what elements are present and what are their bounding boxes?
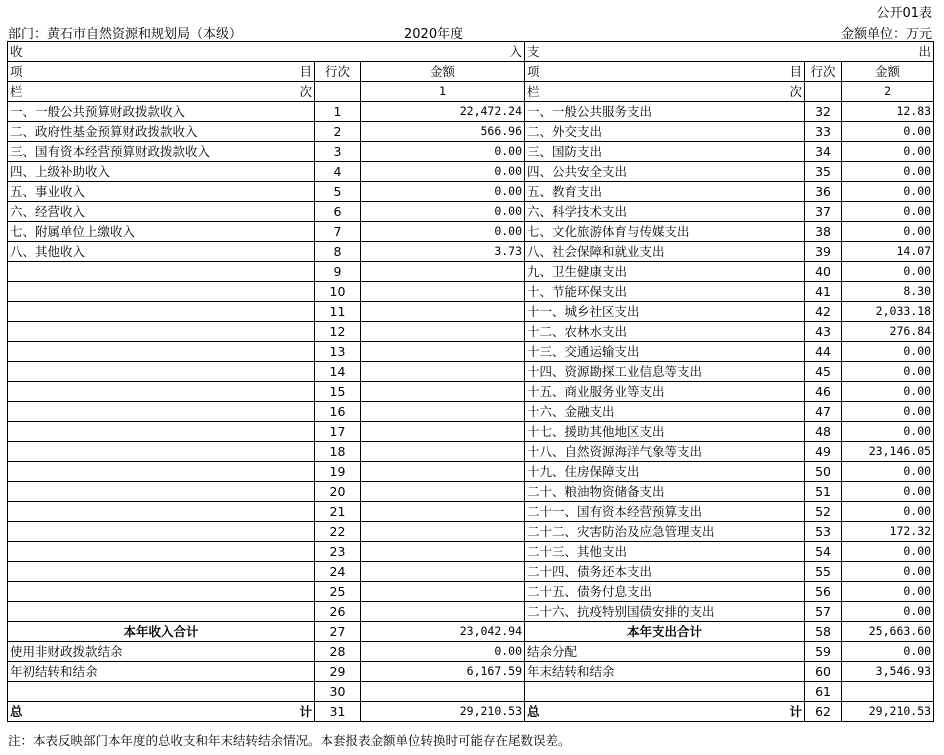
expense-item-name: 十二、农林水支出 (525, 322, 805, 342)
expense-line-number: 44 (805, 342, 842, 362)
income-line-number: 11 (315, 302, 361, 322)
income-amount: 6,167.59 (361, 662, 525, 682)
table-row (8, 682, 934, 702)
income-amount (361, 262, 525, 282)
expense-item-name: 十一、城乡社区支出 (525, 302, 805, 322)
expense-line-number: 59 (805, 642, 842, 662)
expense-amount: 23,146.05 (842, 442, 934, 462)
income-line-number: 22 (315, 522, 361, 542)
income-item-header (8, 62, 315, 82)
expense-item-name: 八、社会保障和就业支出 (525, 242, 805, 262)
table-row (8, 142, 934, 162)
income-item-name (8, 602, 315, 622)
expense-label-left: 支 (527, 44, 540, 59)
income-line-number: 17 (315, 422, 361, 442)
income-line-number: 30 (315, 682, 361, 702)
income-section-header (8, 42, 525, 62)
item-label-right: 目 (789, 64, 803, 79)
income-line-number: 12 (315, 322, 361, 342)
table-row (8, 282, 934, 302)
income-line-number: 13 (315, 342, 361, 362)
table-row (8, 502, 934, 522)
expense-item-name: 十九、住房保障支出 (525, 462, 805, 482)
table-row (8, 182, 934, 202)
expense-item-name: 年末结转和结余 (525, 662, 805, 682)
expense-amount: 2,033.18 (842, 302, 934, 322)
expense-col-label (525, 82, 805, 102)
expense-amount: 0.00 (842, 222, 934, 242)
amount-unit: 金额单位：万元 (840, 27, 932, 42)
table-row (8, 382, 934, 402)
header-row-columns (8, 62, 934, 82)
income-item-name: 本年收入合计 (8, 622, 315, 642)
table-row (8, 362, 934, 382)
income-amount: 566.96 (361, 122, 525, 142)
expense-amount: 14.07 (842, 242, 934, 262)
income-line-number: 29 (315, 662, 361, 682)
expense-amount: 25,663.60 (842, 622, 934, 642)
table-row (8, 342, 934, 362)
expense-line-number: 47 (805, 402, 842, 422)
expense-item-name: 四、公共安全支出 (525, 162, 805, 182)
table-row (8, 202, 934, 222)
table-row (8, 462, 934, 482)
income-amount (361, 362, 525, 382)
expense-item-name: 一、一般公共服务支出 (525, 102, 805, 122)
income-amount (361, 602, 525, 622)
footnote: 注：本表反映部门本年度的总收支和年末结转结余情况。本套报表金额单位转换时可能存在尾数误差。 (8, 733, 571, 748)
table-row (8, 642, 934, 662)
expense-item-name: 二、外交支出 (525, 122, 805, 142)
income-item-name (8, 342, 315, 362)
expense-item-name: 九、卫生健康支出 (525, 262, 805, 282)
expense-line-header: 行次 (805, 62, 842, 82)
income-item-name (8, 402, 315, 422)
income-line-number: 4 (315, 162, 361, 182)
expense-item-header (525, 62, 805, 82)
table-row (8, 542, 934, 562)
income-item-name: 三、国有资本经营预算财政拨款收入 (8, 142, 315, 162)
income-item-name: 年初结转和结余 (8, 662, 315, 682)
expense-line-number: 41 (805, 282, 842, 302)
expense-amount: 0.00 (842, 462, 934, 482)
income-label-right: 入 (509, 44, 523, 59)
income-item-name (8, 362, 315, 382)
total-label-right: 计 (789, 704, 803, 719)
income-line-number: 24 (315, 562, 361, 582)
expense-line-number: 32 (805, 102, 842, 122)
income-amount: 0.00 (361, 182, 525, 202)
income-line-number: 7 (315, 222, 361, 242)
income-amount: 23,042.94 (361, 622, 525, 642)
expense-amount: 0.00 (842, 342, 934, 362)
expense-col-index: 2 (842, 82, 934, 102)
table-row (8, 242, 934, 262)
expense-amount: 0.00 (842, 402, 934, 422)
expense-item-name: 十四、资源勘探工业信息等支出 (525, 362, 805, 382)
expense-amount: 0.00 (842, 502, 934, 522)
expense-amount-header: 金额 (842, 62, 934, 82)
expense-line-number: 48 (805, 422, 842, 442)
expense-line-number: 55 (805, 562, 842, 582)
income-item-name: 六、经营收入 (8, 202, 315, 222)
expense-line-number: 35 (805, 162, 842, 182)
table-row (8, 442, 934, 462)
income-item-name: 八、其他收入 (8, 242, 315, 262)
expense-line-number: 60 (805, 662, 842, 682)
income-line-number: 1 (315, 102, 361, 122)
income-line-number: 19 (315, 462, 361, 482)
income-line-number: 21 (315, 502, 361, 522)
income-amount (361, 522, 525, 542)
income-item-name (8, 582, 315, 602)
expense-item-name: 十七、援助其他地区支出 (525, 422, 805, 442)
income-item-name (8, 482, 315, 502)
income-col-label (8, 82, 315, 102)
income-amount-header: 金额 (361, 62, 525, 82)
expense-col-blank (805, 82, 842, 102)
income-line-number: 28 (315, 642, 361, 662)
expense-amount: 0.00 (842, 362, 934, 382)
expense-item-name (525, 682, 805, 702)
income-amount (361, 342, 525, 362)
expense-line-number: 33 (805, 122, 842, 142)
income-item-name (8, 382, 315, 402)
income-line-number: 10 (315, 282, 361, 302)
table-row (8, 222, 934, 242)
income-item-name (8, 502, 315, 522)
table-row (8, 662, 934, 682)
table-row (8, 622, 934, 642)
expense-total-line: 62 (805, 702, 842, 722)
table-row (8, 262, 934, 282)
income-col-index: 1 (361, 82, 525, 102)
income-item-name (8, 442, 315, 462)
income-item-name: 四、上级补助收入 (8, 162, 315, 182)
expense-item-name: 二十四、债务还本支出 (525, 562, 805, 582)
table-row (8, 102, 934, 122)
income-amount: 0.00 (361, 642, 525, 662)
expense-line-number: 40 (805, 262, 842, 282)
income-label-left: 收 (10, 44, 23, 59)
expense-amount: 172.32 (842, 522, 934, 542)
income-item-name (8, 682, 315, 702)
col-label-right: 次 (789, 84, 803, 99)
form-number: 公开01表 (876, 6, 932, 21)
expense-amount: 0.00 (842, 382, 934, 402)
expense-line-number: 34 (805, 142, 842, 162)
expense-amount: 0.00 (842, 162, 934, 182)
expense-section-header (525, 42, 934, 62)
expense-item-name: 七、文化旅游体育与传媒支出 (525, 222, 805, 242)
income-item-name (8, 262, 315, 282)
income-line-number: 9 (315, 262, 361, 282)
income-line-number: 23 (315, 542, 361, 562)
expense-amount: 3,546.93 (842, 662, 934, 682)
income-amount (361, 382, 525, 402)
col-label-left: 栏 (527, 84, 540, 99)
table-row (8, 402, 934, 422)
expense-amount: 0.00 (842, 542, 934, 562)
expense-amount: 8.30 (842, 282, 934, 302)
total-label-left: 总 (10, 704, 23, 719)
income-amount (361, 542, 525, 562)
total-label-left: 总 (527, 704, 540, 719)
income-amount (361, 502, 525, 522)
col-label-right: 次 (299, 84, 312, 99)
income-amount: 0.00 (361, 202, 525, 222)
income-line-number: 3 (315, 142, 361, 162)
expense-item-name: 二十六、抗疫特别国债安排的支出 (525, 602, 805, 622)
income-total-line: 31 (315, 702, 361, 722)
income-amount (361, 402, 525, 422)
income-amount (361, 282, 525, 302)
expense-total-label (525, 702, 805, 722)
expense-line-number: 57 (805, 602, 842, 622)
income-amount (361, 462, 525, 482)
income-expense-table (7, 41, 934, 722)
income-amount (361, 422, 525, 442)
expense-amount: 0.00 (842, 262, 934, 282)
expense-line-number: 54 (805, 542, 842, 562)
income-line-number: 18 (315, 442, 361, 462)
table-row (8, 422, 934, 442)
expense-amount: 0.00 (842, 422, 934, 442)
expense-line-number: 52 (805, 502, 842, 522)
income-amount: 0.00 (361, 222, 525, 242)
department-label: 部门：黄石市自然资源和规划局（本级） (8, 27, 243, 42)
expense-line-number: 37 (805, 202, 842, 222)
expense-line-number: 45 (805, 362, 842, 382)
table-row (8, 562, 934, 582)
table-row (8, 582, 934, 602)
header-row-index (8, 82, 934, 102)
expense-line-number: 53 (805, 522, 842, 542)
expense-item-name: 五、教育支出 (525, 182, 805, 202)
expense-item-name: 本年支出合计 (525, 622, 805, 642)
income-line-number: 5 (315, 182, 361, 202)
income-amount: 0.00 (361, 162, 525, 182)
item-label-left: 项 (527, 64, 540, 79)
expense-amount (842, 682, 934, 702)
expense-item-name: 二十五、债务付息支出 (525, 582, 805, 602)
expense-line-number: 38 (805, 222, 842, 242)
expense-amount: 0.00 (842, 482, 934, 502)
income-item-name: 使用非财政拨款结余 (8, 642, 315, 662)
table-row (8, 602, 934, 622)
expense-item-name: 十八、自然资源海洋气象等支出 (525, 442, 805, 462)
expense-item-name: 二十二、灾害防治及应急管理支出 (525, 522, 805, 542)
expense-amount: 0.00 (842, 582, 934, 602)
expense-line-number: 58 (805, 622, 842, 642)
expense-item-name: 六、科学技术支出 (525, 202, 805, 222)
grand-total-row (8, 702, 934, 722)
expense-item-name: 二十一、国有资本经营预算支出 (525, 502, 805, 522)
item-label-left: 项 (10, 64, 23, 79)
income-item-name (8, 302, 315, 322)
income-amount: 22,472.24 (361, 102, 525, 122)
income-col-blank (315, 82, 361, 102)
expense-item-name: 二十、粮油物资储备支出 (525, 482, 805, 502)
income-item-name (8, 462, 315, 482)
income-amount (361, 582, 525, 602)
expense-line-number: 42 (805, 302, 842, 322)
income-amount (361, 482, 525, 502)
income-line-number: 2 (315, 122, 361, 142)
income-total-label (8, 702, 315, 722)
expense-item-name: 三、国防支出 (525, 142, 805, 162)
expense-item-name: 结余分配 (525, 642, 805, 662)
header-row-section (8, 42, 934, 62)
income-item-name (8, 322, 315, 342)
expense-item-name: 十、节能环保支出 (525, 282, 805, 302)
income-line-number: 20 (315, 482, 361, 502)
table-row (8, 122, 934, 142)
expense-amount: 12.83 (842, 102, 934, 122)
expense-line-number: 51 (805, 482, 842, 502)
expense-line-number: 61 (805, 682, 842, 702)
income-item-name (8, 562, 315, 582)
income-item-name: 一、一般公共预算财政拨款收入 (8, 102, 315, 122)
income-amount (361, 322, 525, 342)
expense-label-right: 出 (918, 44, 932, 59)
expense-line-number: 43 (805, 322, 842, 342)
income-item-name: 二、政府性基金预算财政拨款收入 (8, 122, 315, 142)
income-line-number: 26 (315, 602, 361, 622)
item-label-right: 目 (299, 64, 312, 79)
income-line-header: 行次 (315, 62, 361, 82)
fiscal-year: 2020年度 (404, 27, 464, 42)
col-label-left: 栏 (10, 84, 23, 99)
income-amount (361, 302, 525, 322)
expense-item-name: 二十三、其他支出 (525, 542, 805, 562)
income-amount: 3.73 (361, 242, 525, 262)
expense-amount: 0.00 (842, 122, 934, 142)
table-row (8, 322, 934, 342)
table-row (8, 522, 934, 542)
expense-line-number: 50 (805, 462, 842, 482)
income-amount (361, 682, 525, 702)
income-item-name (8, 282, 315, 302)
table-row (8, 482, 934, 502)
income-item-name (8, 542, 315, 562)
income-line-number: 16 (315, 402, 361, 422)
income-line-number: 25 (315, 582, 361, 602)
table-row (8, 302, 934, 322)
expense-amount: 276.84 (842, 322, 934, 342)
income-total-amount: 29,210.53 (361, 702, 525, 722)
table-row (8, 162, 934, 182)
expense-line-number: 39 (805, 242, 842, 262)
expense-amount: 0.00 (842, 602, 934, 622)
total-label-right: 计 (299, 704, 312, 719)
income-line-number: 15 (315, 382, 361, 402)
income-amount: 0.00 (361, 142, 525, 162)
expense-line-number: 56 (805, 582, 842, 602)
expense-amount: 0.00 (842, 642, 934, 662)
income-line-number: 27 (315, 622, 361, 642)
income-amount (361, 562, 525, 582)
income-item-name: 七、附属单位上缴收入 (8, 222, 315, 242)
expense-item-name: 十三、交通运输支出 (525, 342, 805, 362)
expense-line-number: 49 (805, 442, 842, 462)
income-item-name (8, 522, 315, 542)
income-line-number: 8 (315, 242, 361, 262)
income-line-number: 6 (315, 202, 361, 222)
expense-amount: 0.00 (842, 202, 934, 222)
expense-item-name: 十五、商业服务业等支出 (525, 382, 805, 402)
expense-amount: 0.00 (842, 562, 934, 582)
income-line-number: 14 (315, 362, 361, 382)
expense-amount: 0.00 (842, 142, 934, 162)
income-item-name: 五、事业收入 (8, 182, 315, 202)
expense-line-number: 36 (805, 182, 842, 202)
expense-line-number: 46 (805, 382, 842, 402)
expense-amount: 0.00 (842, 182, 934, 202)
expense-item-name: 十六、金融支出 (525, 402, 805, 422)
income-item-name (8, 422, 315, 442)
income-amount (361, 442, 525, 462)
expense-total-amount: 29,210.53 (842, 702, 934, 722)
